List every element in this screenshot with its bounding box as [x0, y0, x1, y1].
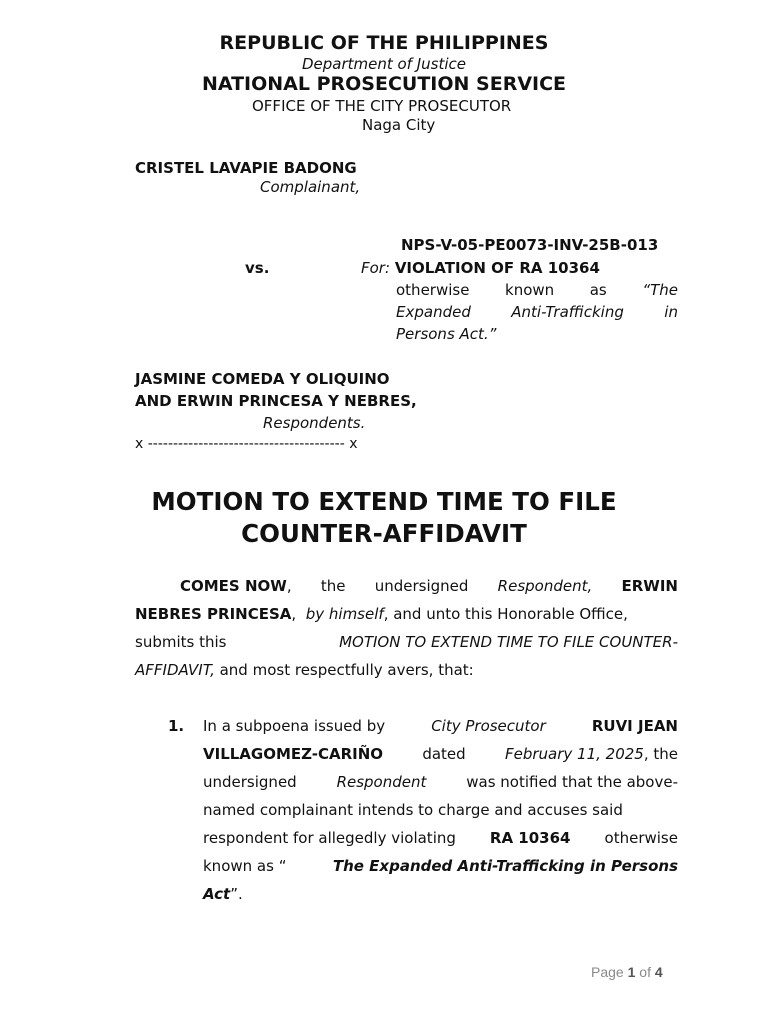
- header-service: NATIONAL PROSECUTION SERVICE: [201, 73, 567, 95]
- for-label: For:: [361, 259, 391, 277]
- para1-line-2: NEBRES PRINCESA, by himself, and unto this Honorable Office,: [135, 605, 628, 623]
- header-office: OFFICE OF THE CITY PROSECUTOR: [252, 97, 512, 115]
- violation-text: VIOLATION OF RA 10364: [394, 259, 600, 277]
- respondent-line-2: AND ERWIN PRINCESA Y NEBRES,: [135, 392, 417, 410]
- item1-line-5: respondent for allegedly violating RA 10364 otherwise: [203, 829, 678, 847]
- complainant-name: CRISTEL LAVAPIE BADONG: [135, 159, 357, 177]
- page-total: 4: [654, 964, 663, 980]
- page-indicator: Page 1 of 4: [591, 964, 663, 980]
- item1-line-3: undersigned Respondent was notified that the above-: [203, 773, 678, 791]
- violation-line: [361, 259, 600, 277]
- respondents-label: Respondents.: [263, 414, 366, 432]
- item1-line-6: known as “ The Expanded Anti-Trafficking in Persons: [203, 857, 678, 875]
- item1-line-2: VILLAGOMEZ-CARIÑO dated February 11, 2025, the: [203, 745, 678, 763]
- respondent-line-1: JASMINE COMEDA Y OLIQUINO: [135, 370, 390, 388]
- header-city: Naga City: [362, 116, 436, 134]
- aka-line-2: Expanded Anti-Trafficking in: [396, 303, 678, 321]
- document-title-line-1: MOTION TO EXTEND TIME TO FILE: [151, 487, 617, 516]
- document-title-line-2: COUNTER-AFFIDAVIT: [241, 519, 527, 548]
- page-current: 1: [627, 964, 636, 980]
- header-republic: REPUBLIC OF THE PHILIPPINES: [219, 32, 549, 54]
- header-department: Department of Justice: [301, 55, 467, 73]
- item1-line-4: named complainant intends to charge and accuses said: [203, 801, 623, 819]
- item1-line-7: Act”.: [203, 885, 243, 903]
- complainant-label: Complainant,: [260, 178, 361, 196]
- para1-line-1: COMES NOW, the undersigned Respondent, ERWIN: [180, 577, 678, 595]
- item1-line-1: In a subpoena issued by City Prosecutor RUVI JEAN: [203, 717, 678, 735]
- caption-separator: x --------------------------------------- x: [135, 436, 358, 452]
- aka-line-3: Persons Act.”: [396, 325, 497, 343]
- case-number: NPS-V-05-PE0073-INV-25B-013: [401, 236, 659, 254]
- aka-line-1: otherwise known as “The: [396, 281, 678, 299]
- para1-line-4: AFFIDAVIT, and most respectfully avers, that:: [135, 661, 474, 679]
- para1-line-3: submits this MOTION TO EXTEND TIME TO FILE COUNTER-: [135, 633, 678, 651]
- item-number-1: 1.: [168, 717, 185, 735]
- versus-label: vs.: [245, 259, 270, 277]
